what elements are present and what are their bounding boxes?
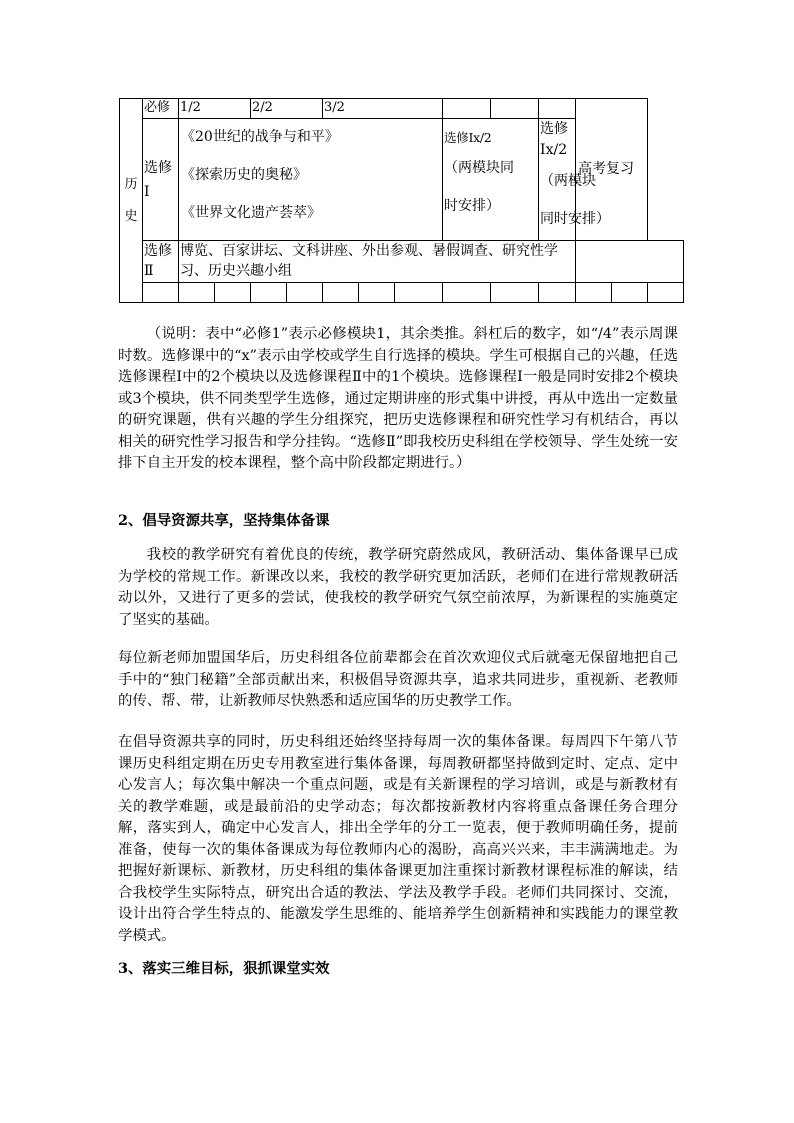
xuanxiu1-label: 选修Ⅰ — [144, 159, 172, 200]
section-2-paragraph-3: 在倡导资源共享的同时，历史科组还始终坚持每周一次的集体备课。每周四下午第八节课历史科组定期在历史专用教室进行集体备课，每周教研都坚持做到定时、定点、定中心发言人；每次集中解决一个重点问题，或是有关新课程的学习培训，或是与新教材有关的教学难题，或是最前沿的史学动态；每次都按新教材内容将重点备课任务合理分解，落实到人，确定中心发言人，排出全学年的分工一览表，便于教师明确任务，提前准备，使每一次的集体备课成为每位教师内心的渴盼，高高兴兴来，丰丰满满地走。为把握好新课标、新教材，历史科组的集体备课更加注重探讨新教材课程标准的解读，结合我校学生实际特点，研究出合适的教法、学法及教学手段。老师们共同探讨、交流，设计出符合学生特点的、能激发学生思维的、能培养学生创新精神和实践能力的课堂教学模式。 — [118, 734, 678, 944]
empty-cell — [179, 283, 215, 303]
empty-cell — [612, 283, 648, 303]
subject-label: 历史 — [124, 176, 138, 224]
bixiu-value-1: 1/2 — [180, 100, 201, 115]
bixiu-cell-1 — [179, 99, 251, 119]
xuanxiu-x2-line-2: Ⅰx/2 — [540, 142, 568, 158]
empty-cell — [576, 283, 612, 303]
xuanxiu-x: 选修Ⅰx/2 — [444, 130, 492, 145]
xuanxiu2-content: 博览、百家讲坛、文科讲座、外出参观、暑假调查、研究性学习、历史兴趣小组 — [180, 243, 558, 279]
empty-cell — [443, 283, 491, 303]
bixiu-cell-3 — [323, 99, 443, 119]
empty-cell — [576, 241, 684, 283]
empty-cell — [443, 99, 491, 119]
empty-cell — [359, 283, 395, 303]
empty-cell — [215, 283, 251, 303]
empty-cell — [395, 283, 443, 303]
module-3: 《世界文化遗产荟萃》 — [181, 205, 321, 221]
section-2-paragraph-1: 我校的教学研究有着优良的传统，教学研究蔚然成风，教研活动、集体备课早已成为学校的常规工作。新课改以来，我校的教学研究更加活跃，老师们在进行常规教研活动以外，又进行了更多的尝试，使我校的教学研究气氛空前浓厚，为新课程的实施奠定了坚实的基础。 — [118, 547, 678, 628]
module-2: 《探索历史的奥秘》 — [181, 167, 307, 183]
subject-cell — [120, 99, 143, 303]
module-1: 《20世纪的战争与和平》 — [181, 129, 339, 145]
empty-cell — [648, 283, 684, 303]
both-modules2-line-1: （两模块 — [540, 173, 597, 189]
empty-cell — [539, 283, 576, 303]
section-2-paragraph-2: 每位新老师加盟国华后，历史科组各位前辈都会在首次欢迎仪式后就毫无保留地把自己手中的“独门秘籍”全部贡献出来，积极倡导资源共享，追求共同进步，重视新、老教师的传、帮、带，让新教师尽快熟悉和适应国华的历史教学工作。 — [118, 650, 678, 709]
bixiu-cell-2 — [251, 99, 323, 119]
empty-cell — [251, 283, 287, 303]
section-3-heading: 3、落实三维目标，狠抓课堂实效 — [118, 960, 330, 977]
both-modules-line-1: （两模块同 — [444, 160, 515, 176]
bixiu-label-cell — [143, 99, 179, 119]
bixiu-label: 必修 — [144, 100, 171, 115]
both-modules-line-2: 时安排） — [444, 198, 501, 214]
both-modules2-line-2: 同时安排） — [540, 211, 611, 227]
xuanxiu2-label: 选修Ⅱ — [144, 243, 172, 279]
empty-cell — [287, 283, 323, 303]
empty-cell — [539, 99, 576, 119]
gaokao-label: 高考复习 — [578, 161, 635, 177]
empty-cell — [491, 99, 539, 119]
empty-cell — [491, 283, 539, 303]
curriculum-table — [119, 98, 684, 303]
note-paragraph: （说明：表中“必修1”表示必修模块1，其余类推。斜杠后的数字，如“/4”表示周课时数。选修课中的“x”表示由学校或学生自行选择的模块。学生可根据自己的兴趣，任选选修课程Ⅰ中的2个模块以及选修课程Ⅱ中的1个模块。选修课程Ⅰ一般是同时安排2个模块或3个模块，供不同类型学生选修，通过定期讲座的形式集中讲授，再从中选出一定数量的研究课题，供有兴趣的学生分组探究，把历史选修课程和研究性学习有机结合，再以相关的研究性学习报告和学分挂钩。“选修Ⅱ”即我校历史科组在学校领导、学生处统一安排下自主开发的校本课程，整个高中阶段都定期进行。） — [118, 326, 678, 471]
xuanxiu2-content-cell — [179, 241, 576, 283]
empty-cell — [323, 283, 359, 303]
xuanxiu-x2-line-1: 选修 — [540, 121, 569, 137]
xuanxiu2-label-cell — [143, 241, 179, 283]
modules-cell — [179, 119, 443, 241]
xuanxiu-x-cell — [443, 119, 539, 241]
section-2-heading: 2、倡导资源共享，坚持集体备课 — [118, 512, 330, 529]
bixiu-value-2: 2/2 — [252, 100, 273, 115]
bixiu-value-3: 3/2 — [324, 100, 345, 115]
empty-cell — [143, 283, 179, 303]
xuanxiu1-label-cell — [143, 119, 179, 241]
